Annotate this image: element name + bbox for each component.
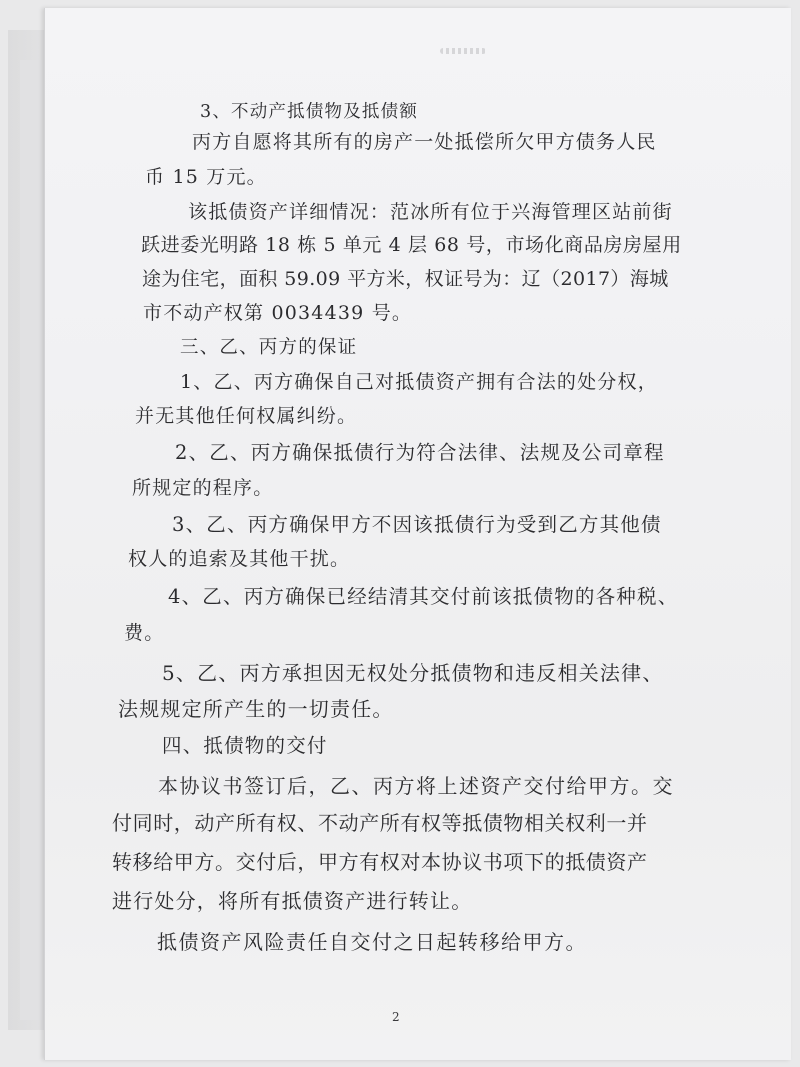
text-line: 途为住宅，面积 59.09 平方米，权证号为：辽（2017）海城 [142, 268, 669, 290]
text-line: 并无其他任何权属纠纷。 [135, 405, 358, 427]
text-line: 3、乙、丙方确保甲方不因该抵债行为受到乙方其他债 [172, 513, 662, 536]
text-line: 抵债资产风险责任自交付之日起转移给甲方。 [157, 930, 587, 954]
text-line: 1、乙、丙方确保自己对抵债资产拥有合法的处分权， [180, 371, 658, 393]
text-line: 5、乙、丙方承担因无权处分抵债物和违反相关法律、 [162, 661, 664, 685]
text-line: 2、乙、丙方确保抵债行为符合法律、法规及公司章程 [175, 441, 665, 464]
section-heading-guarantee: 三、乙、丙方的保证 [180, 337, 358, 358]
text-line: 丙方自愿将其所有的房产一处抵偿所欠甲方债务人民 [192, 131, 657, 153]
text-line: 4、乙、丙方确保已经结清其交付前该抵债物的各种税、 [168, 585, 679, 608]
header-smudge [440, 48, 486, 54]
text-line: 付同时，动产所有权、不动产所有权等抵债物相关权利一并 [112, 811, 648, 835]
text-line: 该抵债资产详细情况：范冰所有位于兴海管理区站前街 [188, 201, 673, 223]
text-line: 本协议书签订后，乙、丙方将上述资产交付给甲方。交 [158, 774, 674, 798]
text-line: 转移给甲方。交付后，甲方有权对本协议书项下的抵债资产 [112, 850, 648, 874]
text-line: 法规规定所产生的一切责任。 [118, 697, 394, 721]
section-heading-collateral: 3、不动产抵债物及抵债额 [200, 102, 419, 122]
text-line: 所规定的程序。 [132, 477, 274, 499]
text-line: 跃进委光明路 18 栋 5 单元 4 层 68 号，市场化商品房房屋用 [141, 234, 682, 256]
text-line: 权人的追索及其他干扰。 [128, 548, 351, 570]
page-number: 2 [392, 1010, 400, 1024]
text-line: 币 15 万元。 [145, 166, 267, 188]
text-line: 费。 [124, 622, 165, 644]
section-heading-delivery: 四、抵债物的交付 [162, 734, 328, 757]
text-line: 进行处分，将所有抵债资产进行转让。 [112, 889, 473, 913]
text-line: 市不动产权第 0034439 号。 [143, 302, 413, 324]
